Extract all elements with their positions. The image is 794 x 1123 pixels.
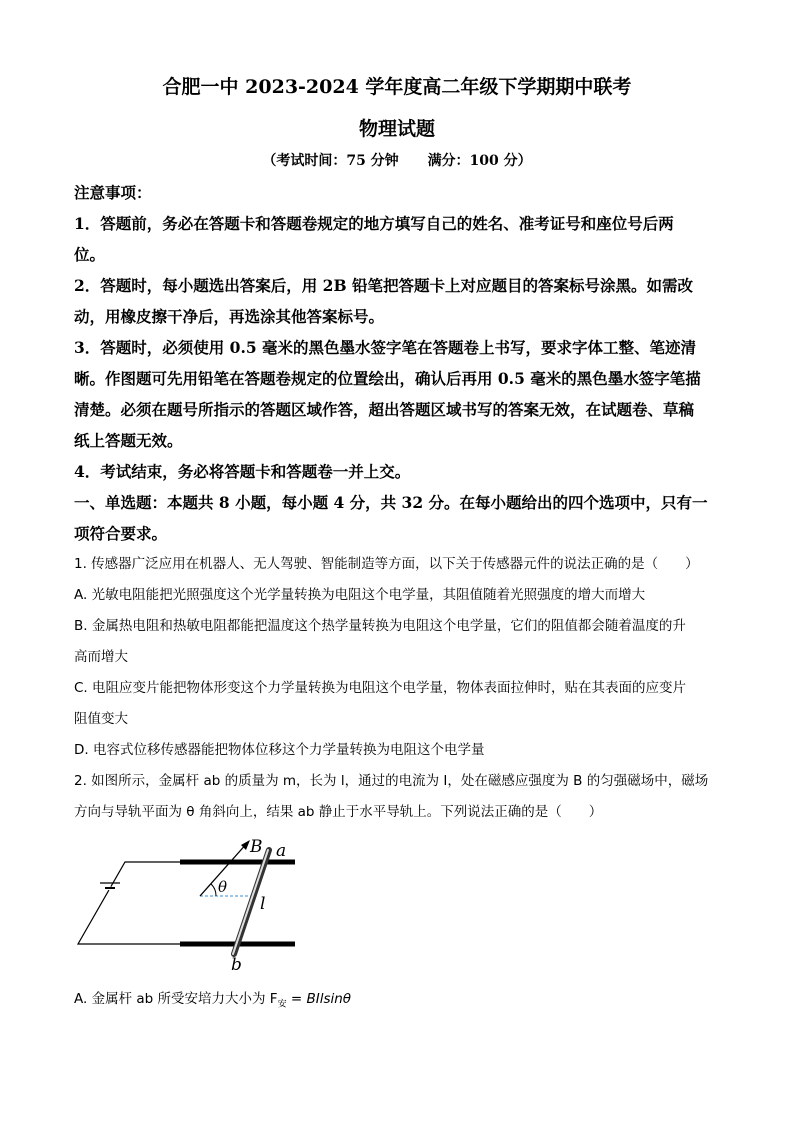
- notice-line: 1．答题前，务必在答题卡和答题卷规定的地方填写自己的姓名、准考证号和座位号后两: [74, 214, 674, 233]
- circuit-wire: [78, 862, 180, 944]
- angle-arc: [211, 884, 216, 896]
- question-2-stem: 2. 如图所示，金属杆 ab 的质量为 m，长为 l，通过的电流为 I，处在磁感应强度为 B 的匀强磁场中，磁场: [74, 773, 709, 789]
- circuit-diagram: [70, 836, 310, 976]
- question-2-option-a: [74, 984, 724, 1021]
- notice-line: 3．答题时，必须使用 0.5 毫米的黑色墨水签字笔在答题卷上书写，要求字体工整、笔迹清: [74, 338, 697, 357]
- label-l: l: [260, 894, 266, 914]
- option-a-subscript: 安: [277, 999, 287, 1010]
- exam-score: 满分：100 分）: [427, 153, 532, 169]
- section-heading: 一、单选题：本题共 8 小题，每小题 4 分，共 32 分。在每小题给出的四个选项中，只有一: [74, 493, 708, 512]
- subject-title: 物理试题: [358, 118, 435, 140]
- section-heading: 项符合要求。: [74, 524, 168, 543]
- label-b-end: b: [231, 955, 242, 975]
- notice-line: 纸上答题无效。: [74, 431, 183, 450]
- option-a-formula: = BIlsinθ: [290, 991, 352, 1007]
- question-1-option-c: C. 电阻应变片能把物体形变这个力学量转换为电阻这个电学量，物体表面拉伸时，贴在其表面的应变片: [74, 680, 687, 696]
- question-2-stem-cont: 方向与导轨平面为 θ 角斜向上，结果 ab 静止于水平导轨上。下列说法正确的是（ ）: [74, 804, 603, 820]
- question-1-option-b-cont: 高而增大: [74, 649, 128, 665]
- question-1-stem: 1. 传感器广泛应用在机器人、无人驾驶、智能制造等方面，以下关于传感器元件的说法正确的是（ ）: [74, 556, 699, 572]
- label-theta: θ: [218, 878, 228, 896]
- question-1-option-c-cont: 阻值变大: [74, 711, 128, 727]
- notice-heading: 注意事项：: [74, 183, 152, 202]
- label-b-field: B: [250, 837, 263, 857]
- notice-line: 位。: [74, 245, 106, 264]
- question-1-option-b: B. 金属热电阻和热敏电阻都能把温度这个热学量转换为电阻这个电学量，它们的阻值都会随着温度的升: [74, 618, 686, 634]
- question-1-option-a: A. 光敏电阻能把光照强度这个光学量转换为电阻这个电学量，其阻值随着光照强度的增大而增大: [74, 587, 646, 603]
- option-a-text: A. 金属杆 ab 所受安培力大小为 F: [74, 991, 278, 1007]
- notice-line: 动，用橡皮擦干净后，再选涂其他答案标号。: [74, 307, 385, 326]
- question-1-option-d: D. 电容式位移传感器能把物体位移这个力学量转换为电阻这个电学量: [74, 742, 485, 758]
- exam-title: 合肥一中 2023-2024 学年度高二年级下学期期中联考: [162, 76, 632, 98]
- notice-line: 2．答题时，每小题选出答案后，用 2B 铅笔把答题卡上对应题目的答案标号涂黑。如需改: [74, 276, 693, 295]
- label-a: a: [276, 841, 287, 861]
- notice-line: 清楚。必须在题号所指示的答题区域作答，超出答题区域书写的答案无效，在试题卷、草稿: [74, 400, 695, 419]
- exam-info: [0, 150, 794, 170]
- notice-line: 4．考试结束，务必将答题卡和答题卷一并上交。: [74, 462, 411, 481]
- notice-line: 晰。作图题可先用铅笔在答题卷规定的位置绘出，确认后再用 0.5 毫米的黑色墨水签字笔描: [74, 369, 701, 388]
- exam-time: （考试时间：75 分钟: [262, 153, 399, 169]
